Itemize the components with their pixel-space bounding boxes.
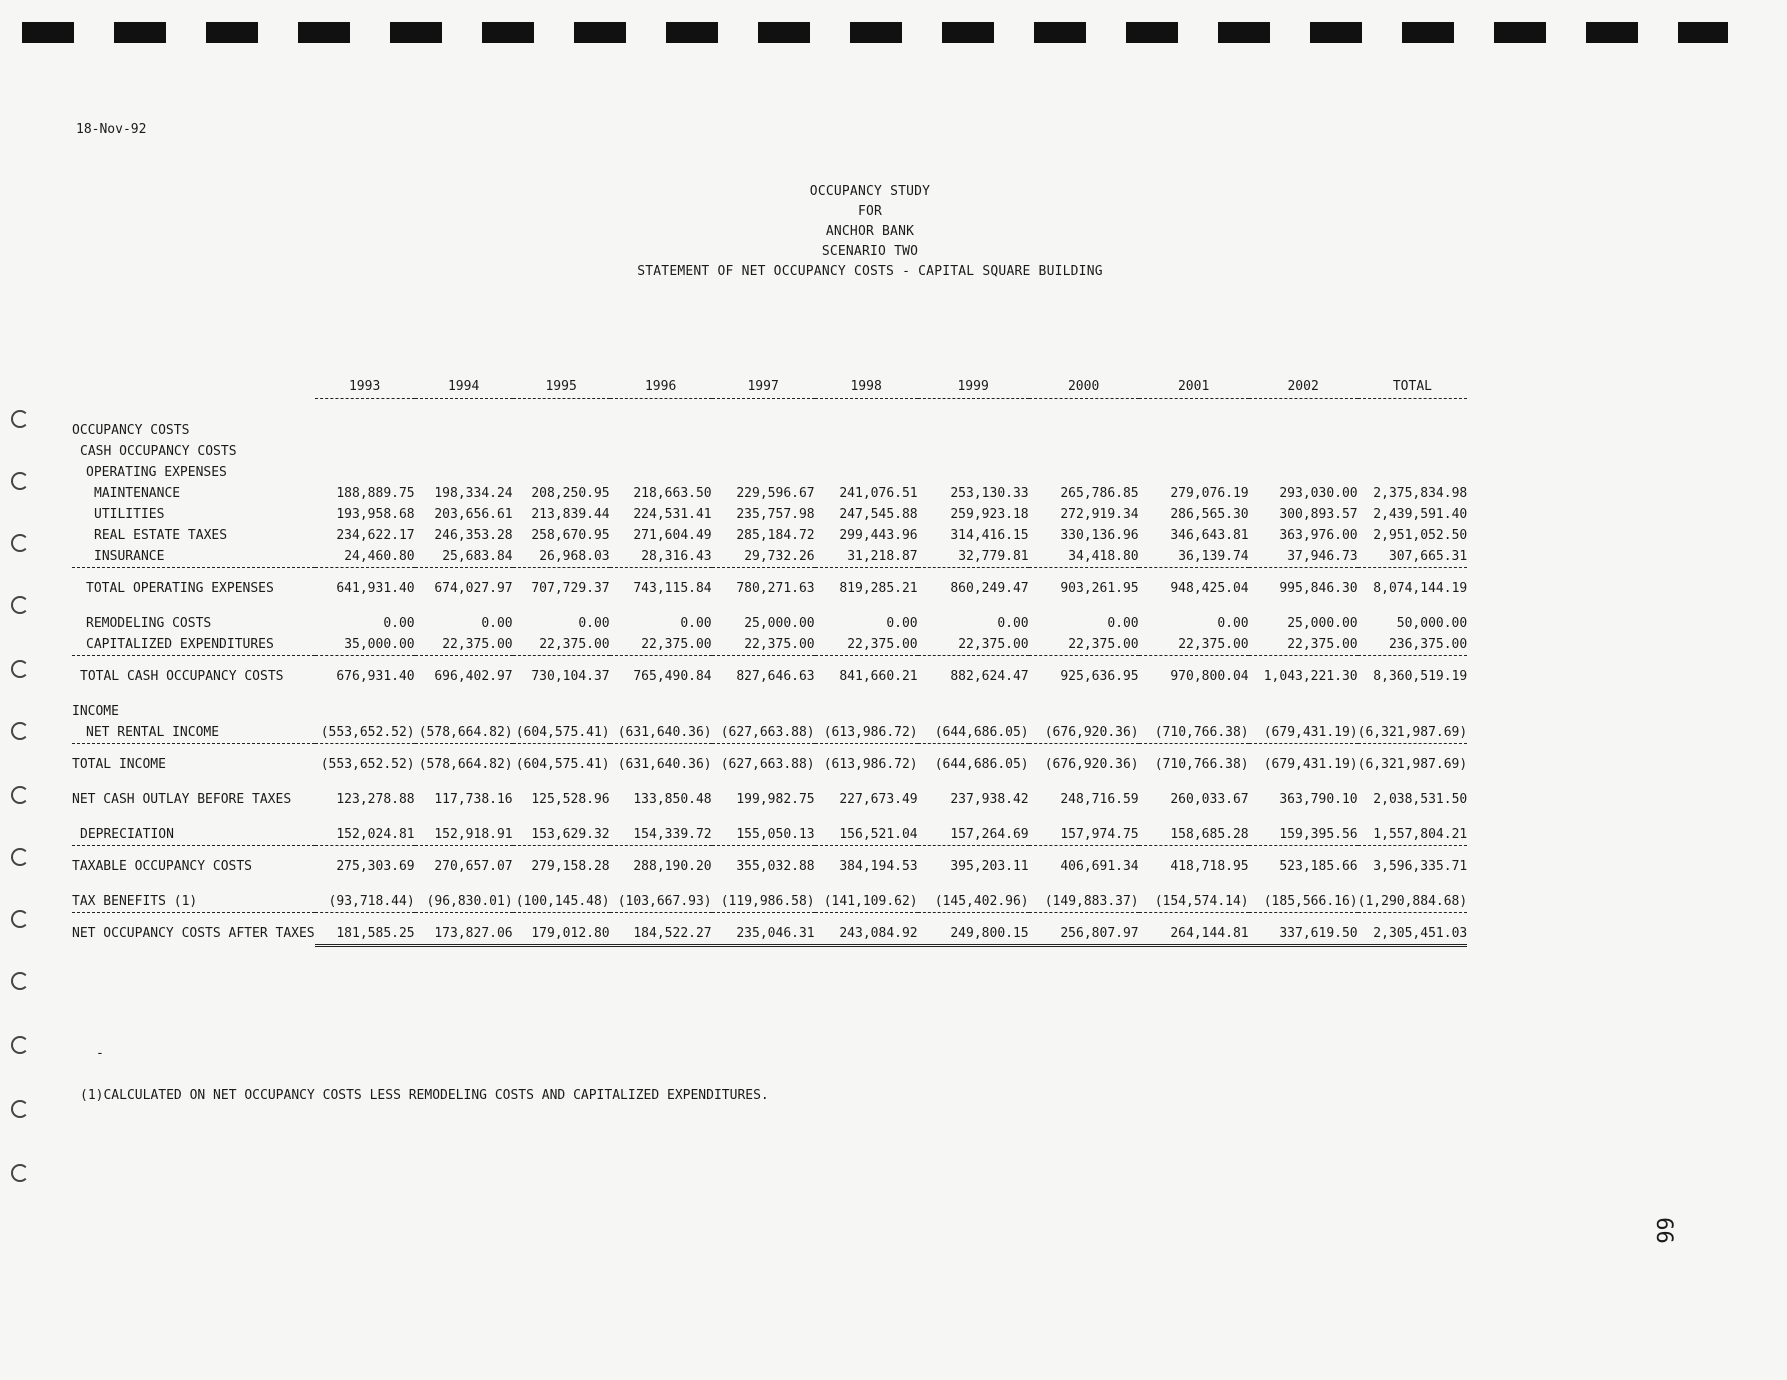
row-label: UTILITIES (94, 506, 165, 522)
table-row (72, 546, 1467, 568)
cell: 36,139.74 (1178, 548, 1249, 564)
row-label: TAXABLE OCCUPANCY COSTS (72, 858, 253, 874)
cell: 253,130.33 (950, 485, 1029, 501)
cell: 2,038,531.50 (1373, 791, 1468, 807)
column-header: 1995 (545, 379, 577, 394)
column-header: 1997 (747, 379, 779, 394)
cell: 31,218.87 (847, 548, 918, 564)
cell: 406,691.34 (1060, 858, 1139, 874)
cell: 8,074,144.19 (1373, 580, 1468, 596)
cell: 395,203.11 (950, 858, 1029, 874)
header-row (72, 360, 1467, 399)
cell: 288,190.20 (633, 858, 712, 874)
table-row (72, 856, 1467, 877)
cell: (6,321,987.69) (1357, 756, 1468, 772)
cell: 229,596.67 (736, 485, 815, 501)
cell: (96,830.01) (426, 893, 513, 909)
cell: 0.00 (1217, 615, 1249, 631)
table-row (72, 525, 1467, 546)
cell: (613,986.72) (823, 756, 918, 772)
table-row (72, 504, 1467, 525)
cell: 241,076.51 (839, 485, 918, 501)
table-row (72, 824, 1467, 846)
cell: 25,683.84 (442, 548, 513, 564)
cell: 235,046.31 (736, 925, 815, 941)
row-label: NET CASH OUTLAY BEFORE TAXES (72, 791, 292, 807)
cell: 337,619.50 (1279, 925, 1358, 941)
report-title (0, 182, 1740, 282)
table-row (72, 483, 1467, 504)
cell: 743,115.84 (633, 580, 712, 596)
cell: (644,686.05) (934, 724, 1029, 740)
cell: 418,718.95 (1170, 858, 1249, 874)
cell: 307,665.31 (1388, 548, 1468, 564)
cell: (679,431.19) (1263, 756, 1358, 772)
cell: 22,375.00 (744, 636, 815, 652)
cell: 970,800.04 (1170, 668, 1249, 684)
cell: 676,931.40 (336, 668, 415, 684)
cell: 272,919.34 (1060, 506, 1139, 522)
section-heading: OPERATING EXPENSES (86, 464, 227, 480)
cell: 173,827.06 (434, 925, 513, 941)
cell: 696,402.97 (434, 668, 513, 684)
cell: (631,640.36) (617, 756, 712, 772)
cell: 2,375,834.98 (1373, 485, 1468, 501)
table-row (72, 923, 1467, 946)
cell: (710,766.38) (1154, 756, 1249, 772)
title-line: SCENARIO TWO (821, 244, 919, 259)
section-heading: OCCUPANCY COSTS (72, 422, 190, 438)
cell: 2,305,451.03 (1373, 925, 1468, 941)
column-header: 1993 (348, 379, 381, 394)
column-header: 1999 (957, 379, 989, 394)
cell: 1,043,221.30 (1263, 668, 1358, 684)
cell: 208,250.95 (531, 485, 610, 501)
table-row (72, 789, 1467, 810)
cell: 0.00 (997, 615, 1029, 631)
cell: 730,104.37 (531, 668, 610, 684)
cell: 279,158.28 (531, 858, 610, 874)
cell: 270,657.07 (434, 858, 513, 874)
cell: 707,729.37 (531, 580, 610, 596)
cell: (154,574.14) (1154, 893, 1249, 909)
cell: 188,889.75 (336, 485, 415, 501)
row-label: MAINTENANCE (94, 485, 181, 501)
cell: 25,000.00 (1287, 615, 1358, 631)
cell: 827,646.63 (736, 668, 815, 684)
cell: 258,670.95 (531, 527, 610, 543)
cell: 28,316.43 (641, 548, 712, 564)
cell: 330,136.96 (1060, 527, 1139, 543)
cell: 0.00 (1107, 615, 1139, 631)
cell: 133,850.48 (633, 791, 712, 807)
cell: 0.00 (481, 615, 513, 631)
cell: (644,686.05) (934, 756, 1029, 772)
cell: 22,375.00 (1068, 636, 1139, 652)
cell: 184,522.27 (633, 925, 712, 941)
column-header: 2002 (1287, 379, 1319, 394)
cell: 860,249.47 (950, 580, 1029, 596)
cell: 264,144.81 (1170, 925, 1249, 941)
cell: 22,375.00 (847, 636, 918, 652)
cell: 1,557,804.21 (1373, 826, 1468, 842)
cell: 271,604.49 (633, 527, 712, 543)
cell: 248,716.59 (1060, 791, 1139, 807)
cell: 299,443.96 (839, 527, 918, 543)
page-number: 66 (1650, 1217, 1676, 1244)
cell: 25,000.00 (744, 615, 815, 631)
cell: 0.00 (383, 615, 415, 631)
cell: 0.00 (886, 615, 918, 631)
table-row (72, 891, 1467, 913)
cell: 285,184.72 (736, 527, 815, 543)
cell: (676,920.36) (1044, 756, 1139, 772)
cell: 24,460.80 (344, 548, 415, 564)
cell: 157,974.75 (1060, 826, 1139, 842)
cell: 925,636.95 (1060, 668, 1139, 684)
cell: (1,290,884.68) (1357, 893, 1468, 909)
column-header: 1996 (644, 379, 677, 394)
table-row (72, 754, 1467, 775)
cell: 199,982.75 (736, 791, 815, 807)
title-line: ANCHOR BANK (825, 224, 915, 239)
report-date: 18-Nov-92 (76, 122, 147, 137)
cell: (141,109.62) (823, 893, 918, 909)
cell: 8,360,519.19 (1373, 668, 1468, 684)
row-label: TOTAL INCOME (72, 756, 166, 772)
cell: 765,490.84 (633, 668, 712, 684)
cell: 293,030.00 (1279, 485, 1358, 501)
title-line: FOR (857, 204, 883, 219)
cell: 203,656.61 (434, 506, 513, 522)
cell: 32,779.81 (958, 548, 1029, 564)
section-heading: CASH OCCUPANCY COSTS (80, 443, 237, 459)
cell: 153,629.32 (531, 826, 610, 842)
row-label: CAPITALIZED EXPENDITURES (86, 636, 274, 652)
cell: 363,976.00 (1279, 527, 1358, 543)
row-label: DEPRECIATION (80, 826, 174, 842)
cell: 948,425.04 (1170, 580, 1249, 596)
row-label: INSURANCE (94, 548, 165, 564)
cell: 841,660.21 (839, 668, 918, 684)
cell: (627,663.88) (720, 756, 815, 772)
cell: (604,575.41) (515, 756, 610, 772)
column-header: 1998 (850, 379, 882, 394)
cell: 22,375.00 (1287, 636, 1358, 652)
cell: 34,418.80 (1068, 548, 1139, 564)
cell: (119,986.58) (720, 893, 815, 909)
cell: 117,738.16 (434, 791, 513, 807)
cell: 247,545.88 (839, 506, 918, 522)
title-line: STATEMENT OF NET OCCUPANCY COSTS - CAPITAL SQUARE BUILDING (637, 264, 1103, 279)
column-header: 1994 (447, 379, 480, 394)
cell: (578,664.82) (418, 756, 513, 772)
cell: 152,024.81 (336, 826, 415, 842)
cell: 235,757.98 (736, 506, 815, 522)
cell: 22,375.00 (1178, 636, 1249, 652)
cell: (710,766.38) (1154, 724, 1249, 740)
cell: 237,938.42 (950, 791, 1029, 807)
table-row (72, 634, 1467, 656)
cell: 363,790.10 (1279, 791, 1358, 807)
cell: 243,084.92 (839, 925, 918, 941)
cell: 780,271.63 (736, 580, 815, 596)
table-row (72, 666, 1467, 687)
cell: 2,951,052.50 (1373, 527, 1468, 543)
row-label: NET OCCUPANCY COSTS AFTER TAXES (72, 926, 315, 942)
title-line: OCCUPANCY STUDY (809, 184, 931, 199)
row-label: TOTAL CASH OCCUPANCY COSTS (80, 668, 284, 684)
cell: 300,893.57 (1279, 506, 1358, 522)
cell: 674,027.97 (434, 580, 513, 596)
cell: 125,528.96 (531, 791, 610, 807)
cell: 22,375.00 (958, 636, 1029, 652)
cell: 35,000.00 (344, 636, 415, 652)
cell: 157,264.69 (950, 826, 1029, 842)
cell: 286,565.30 (1170, 506, 1249, 522)
cell: 22,375.00 (539, 636, 610, 652)
cell: (149,883.37) (1044, 893, 1139, 909)
tractor-feed-strip (22, 22, 1757, 44)
cell: (578,664.82) (418, 724, 513, 740)
cell: 198,334.24 (434, 485, 513, 501)
column-header: TOTAL (1392, 379, 1432, 394)
cell: 37,946.73 (1287, 548, 1358, 564)
cell: 22,375.00 (641, 636, 712, 652)
cell: 0.00 (578, 615, 610, 631)
cell: 903,261.95 (1060, 580, 1139, 596)
cell: 995,846.30 (1279, 580, 1358, 596)
cell: 882,624.47 (950, 668, 1029, 684)
cell: (93,718.44) (328, 893, 415, 909)
cell: 22,375.00 (442, 636, 513, 652)
cell: 2,439,591.40 (1373, 506, 1468, 522)
cell: (613,986.72) (823, 724, 918, 740)
cell: 346,643.81 (1170, 527, 1249, 543)
cell: (185,566.16) (1263, 893, 1358, 909)
column-header: 2001 (1177, 379, 1210, 394)
cell: (553,652.52) (320, 756, 415, 772)
cell: 26,968.03 (539, 548, 610, 564)
cell: 260,033.67 (1170, 791, 1249, 807)
cell: 279,076.19 (1170, 485, 1249, 501)
cell: (6,321,987.69) (1357, 724, 1468, 740)
cell: 156,521.04 (839, 826, 918, 842)
row-label: REMODELING COSTS (86, 615, 212, 631)
row-label: NET RENTAL INCOME (86, 724, 220, 740)
cell: 249,800.15 (950, 925, 1029, 941)
section-heading: INCOME (72, 703, 119, 719)
cell: 275,303.69 (336, 858, 415, 874)
row-label: TOTAL OPERATING EXPENSES (86, 580, 274, 596)
cell: 355,032.88 (736, 858, 815, 874)
footnote: (1)CALCULATED ON NET OCCUPANCY COSTS LESS REMODELING COSTS AND CAPITALIZED EXPENDITURES. (80, 1088, 769, 1103)
cell: 224,531.41 (633, 506, 712, 522)
occupancy-cost-table (72, 360, 1467, 966)
row-label: REAL ESTATE TAXES (94, 527, 228, 543)
cell: 154,339.72 (633, 826, 712, 842)
column-header: 2000 (1067, 379, 1100, 394)
cell: 384,194.53 (839, 858, 918, 874)
row-label: TAX BENEFITS (1) (72, 893, 198, 909)
cell: (145,402.96) (934, 893, 1029, 909)
cell: 227,673.49 (839, 791, 918, 807)
cell: (679,431.19) (1263, 724, 1358, 740)
cell: 246,353.28 (434, 527, 513, 543)
cell: 256,807.97 (1060, 925, 1139, 941)
cell: (627,663.88) (720, 724, 815, 740)
cell: 152,918.91 (434, 826, 513, 842)
table-row (72, 578, 1467, 599)
cell: 159,395.56 (1279, 826, 1358, 842)
cell: (100,145.48) (515, 893, 610, 909)
cell: (103,667.93) (617, 893, 712, 909)
cell: 179,012.80 (531, 925, 610, 941)
cell: 236,375.00 (1388, 636, 1468, 652)
cell: 50,000.00 (1396, 615, 1468, 631)
cell: 193,958.68 (336, 506, 415, 522)
cell: 234,622.17 (336, 527, 415, 543)
cell: 265,786.85 (1060, 485, 1139, 501)
cell: (676,920.36) (1044, 724, 1139, 740)
cell: 819,285.21 (839, 580, 918, 596)
cell: (553,652.52) (320, 724, 415, 740)
cell: 218,663.50 (633, 485, 712, 501)
cell: 259,923.18 (950, 506, 1029, 522)
cell: 29,732.26 (744, 548, 815, 564)
table-row (72, 722, 1467, 744)
cell: 314,416.15 (950, 527, 1029, 543)
cell: 158,685.28 (1170, 826, 1249, 842)
table-row (72, 613, 1467, 634)
cell: (631,640.36) (617, 724, 712, 740)
cell: 181,585.25 (336, 925, 415, 941)
cell: 213,839.44 (531, 506, 610, 522)
cell: (604,575.41) (515, 724, 610, 740)
cell: 123,278.88 (336, 791, 415, 807)
cell: 641,931.40 (336, 580, 415, 596)
cell: 155,050.13 (736, 826, 815, 842)
cell: 0.00 (680, 615, 712, 631)
cell: 3,596,335.71 (1373, 858, 1468, 874)
stray-mark: - (96, 1046, 104, 1061)
cell: 523,185.66 (1279, 858, 1358, 874)
